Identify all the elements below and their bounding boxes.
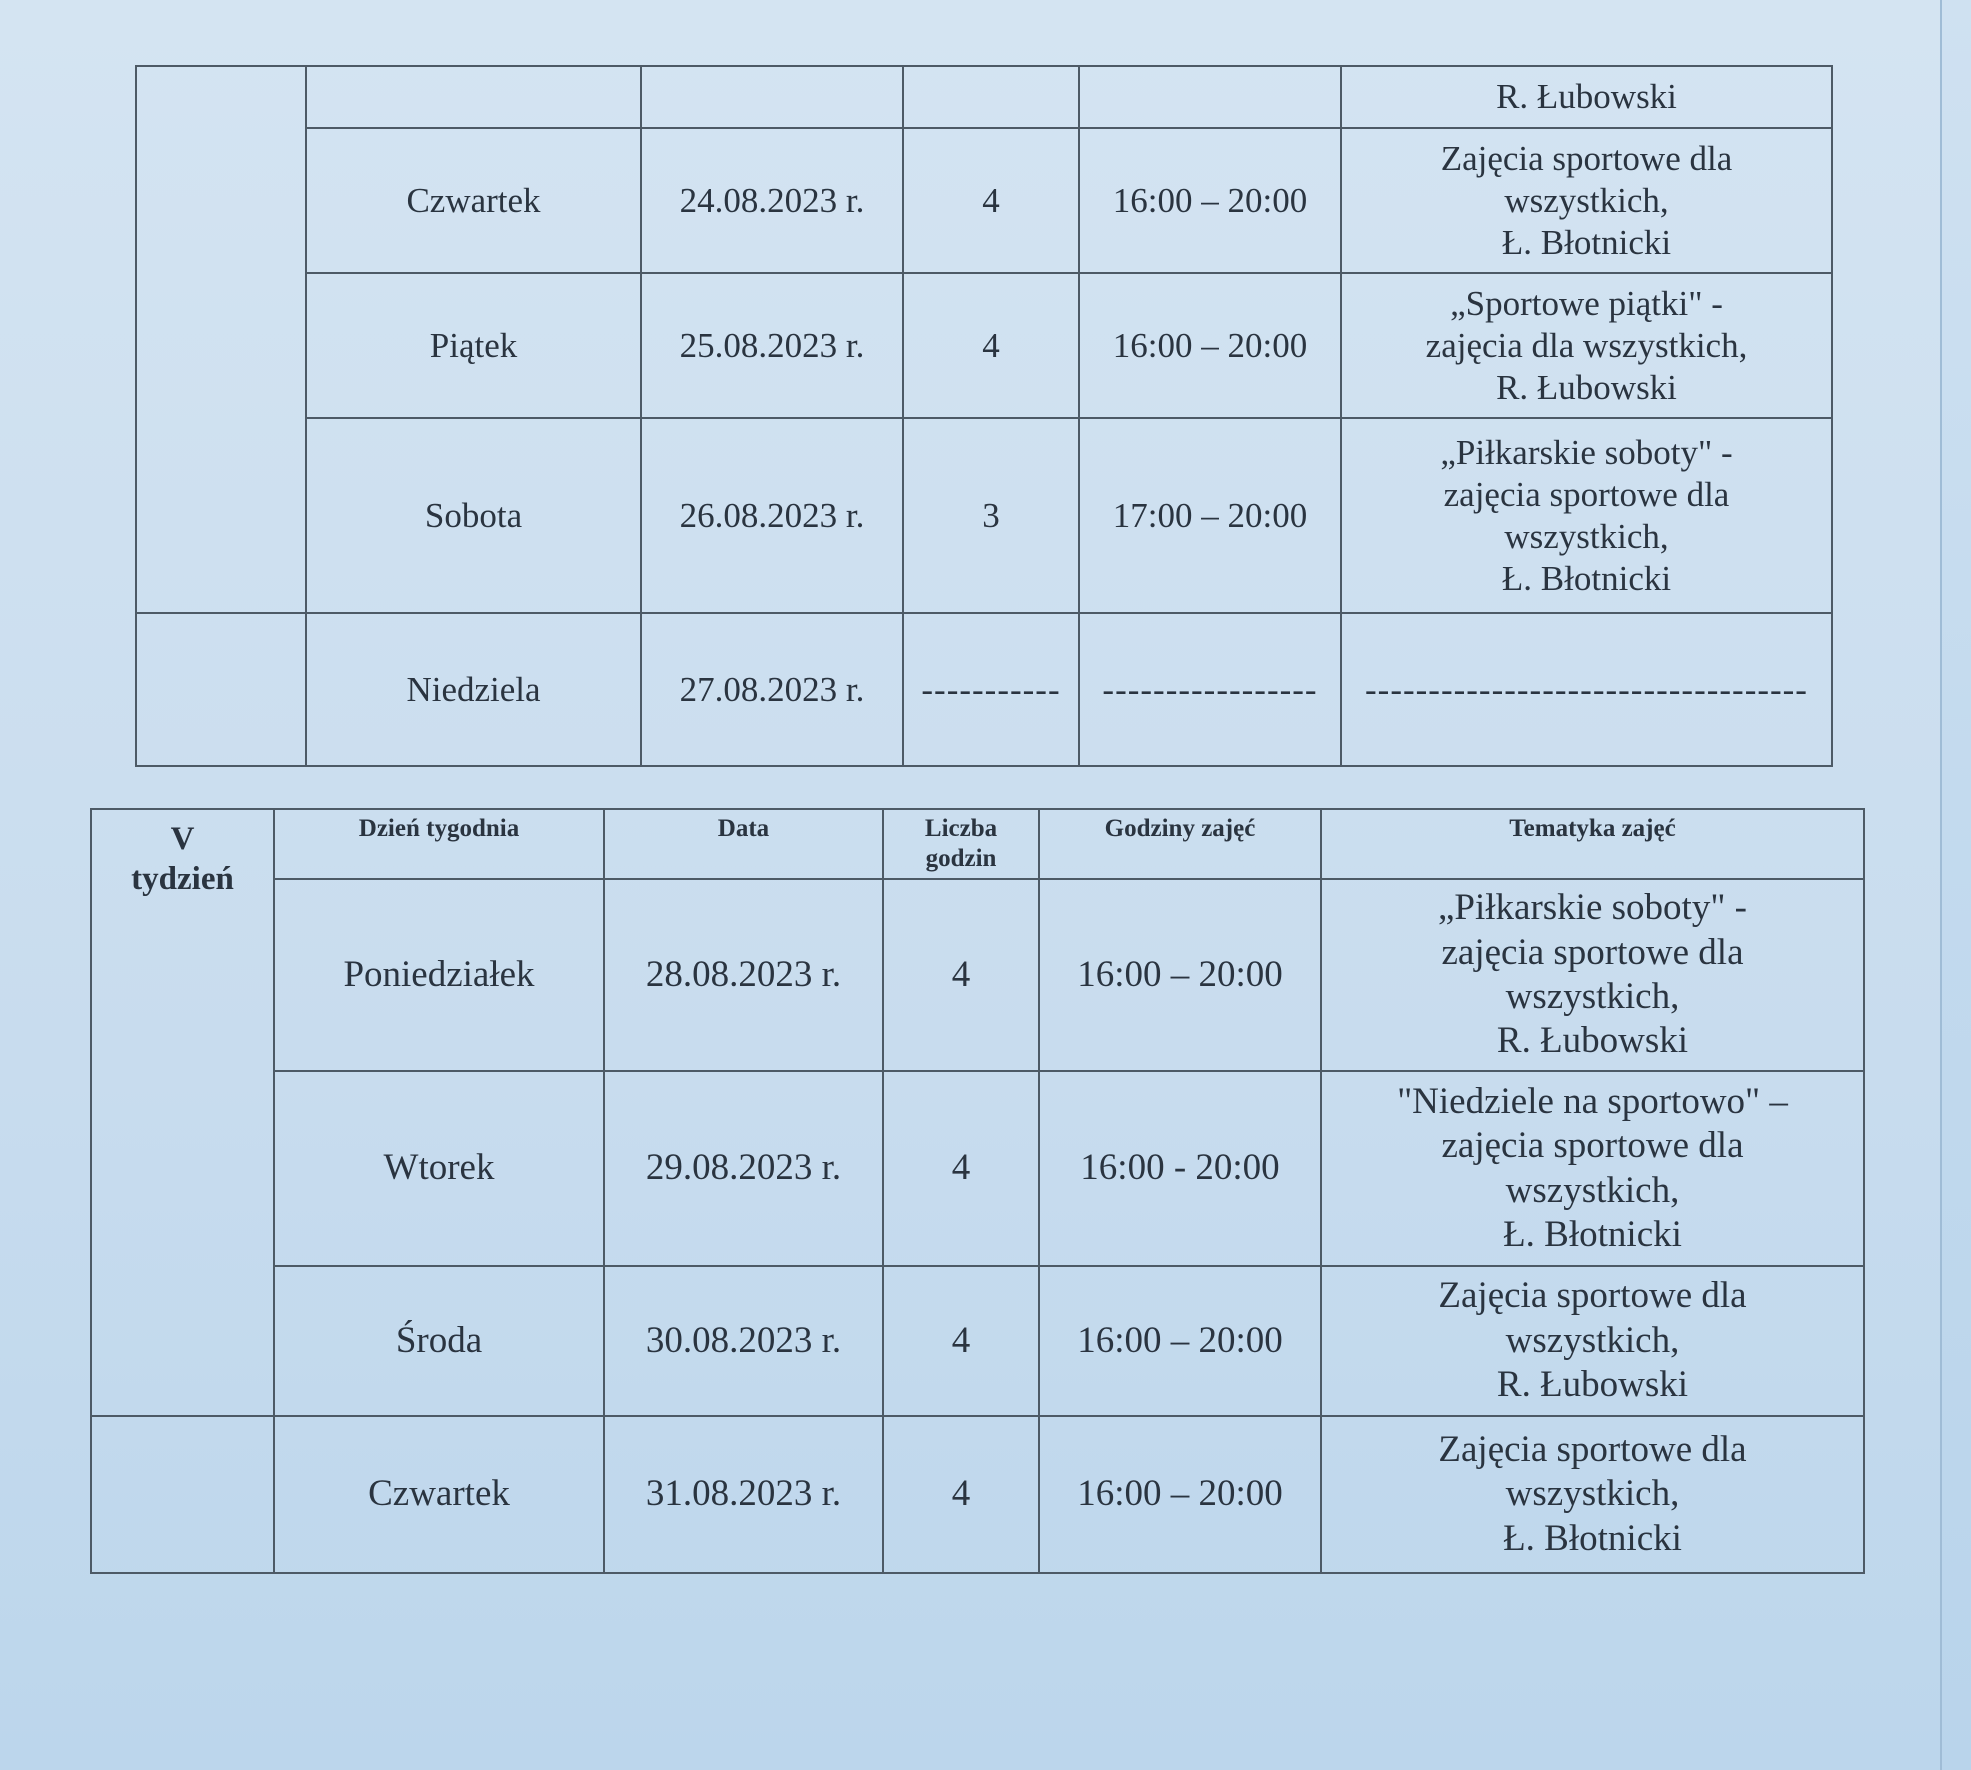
topic-line: Ł. Błotnicki [1501, 558, 1672, 598]
topic-line: wszystkich, [1505, 976, 1680, 1017]
time-cell: 16:00 – 20:00 [1079, 273, 1341, 418]
topic-line: ----------------------------------- [1365, 669, 1808, 709]
table-row [136, 128, 1832, 273]
topic-cell [1321, 1071, 1864, 1266]
hours-cell: ----------- [903, 613, 1079, 766]
topic-line: zajęcia sportowe dla [1443, 474, 1730, 514]
hours-cell: 4 [883, 1266, 1039, 1416]
topic-line: R. Łubowski [1496, 1020, 1689, 1062]
day-cell: Poniedziałek [274, 879, 604, 1071]
date-cell: 28.08.2023 r. [604, 879, 883, 1071]
table-row [136, 418, 1832, 613]
header-date: Data [604, 809, 883, 879]
day-cell: Piątek [306, 273, 641, 418]
day-cell [306, 66, 641, 128]
topic-cell [1321, 1266, 1864, 1416]
topic-line: Zajęcia sportowe dla [1438, 1275, 1747, 1317]
hours-cell: 4 [883, 1071, 1039, 1266]
topic-line: Zajęcia sportowe dla [1440, 138, 1733, 178]
topic-line: Ł. Błotnicki [1503, 1517, 1682, 1559]
table-row [91, 1266, 1864, 1416]
date-cell: 25.08.2023 r. [641, 273, 903, 418]
header-hours-line: godzin [925, 845, 997, 872]
table-row [136, 613, 1832, 766]
time-cell: 16:00 – 20:00 [1039, 1266, 1321, 1416]
topic-line: R. Łubowski [1496, 77, 1677, 116]
topic-cell [1341, 273, 1832, 418]
time-cell: 16:00 – 20:00 [1039, 1416, 1321, 1573]
header-hours [883, 809, 1039, 879]
hours-cell: 3 [903, 418, 1079, 613]
schedule-table-week-4 [135, 65, 1833, 767]
header-day: Dzień tygodnia [274, 809, 604, 879]
week-label-cell [136, 66, 306, 613]
topic-cell [1341, 418, 1832, 613]
hours-cell: 4 [903, 273, 1079, 418]
date-cell: 26.08.2023 r. [641, 418, 903, 613]
topic-line: zajęcia dla wszystkich, [1425, 325, 1748, 365]
topic-cell [1321, 1416, 1864, 1573]
table-header-row [91, 809, 1864, 879]
topic-line: R. Łubowski [1496, 1364, 1689, 1406]
week-label-cell [136, 613, 306, 766]
topic-line: wszystkich, [1505, 1319, 1680, 1361]
week-number: V [170, 821, 195, 857]
topic-line: R. Łubowski [1496, 367, 1677, 407]
date-cell [641, 66, 903, 128]
hours-cell: 4 [883, 1416, 1039, 1573]
topic-line: Ł. Błotnicki [1501, 222, 1672, 262]
topic-cell [1321, 879, 1864, 1071]
week-label-cell [91, 809, 274, 1416]
topic-cell [1341, 128, 1832, 273]
hours-cell [903, 66, 1079, 128]
day-cell: Sobota [306, 418, 641, 613]
time-cell: 16:00 - 20:00 [1039, 1071, 1321, 1266]
header-topic: Tematyka zajęć [1321, 809, 1864, 879]
schedule-table-week-5 [90, 808, 1865, 1574]
date-cell: 29.08.2023 r. [604, 1071, 883, 1266]
topic-cell [1341, 66, 1832, 128]
table-row [91, 1416, 1864, 1573]
topic-line: wszystkich, [1505, 1169, 1680, 1211]
day-cell: Niedziela [306, 613, 641, 766]
time-cell [1079, 66, 1341, 128]
topic-line: „Sportowe piątki" - [1450, 283, 1723, 323]
header-hours-line: Liczba [924, 815, 998, 842]
topic-line: Ł. Błotnicki [1503, 1213, 1682, 1255]
day-cell: Środa [274, 1266, 604, 1416]
table-row [136, 66, 1832, 128]
topic-line: wszystkich, [1504, 180, 1669, 220]
time-cell: 17:00 – 20:00 [1079, 418, 1341, 613]
date-cell: 27.08.2023 r. [641, 613, 903, 766]
topic-cell [1341, 613, 1832, 766]
time-cell: 16:00 – 20:00 [1079, 128, 1341, 273]
week-word: tydzień [131, 860, 234, 897]
topic-line: „Piłkarskie soboty" - [1437, 887, 1747, 929]
topic-line: "Niedziele na sportowo" – [1397, 1080, 1788, 1122]
day-cell: Czwartek [274, 1416, 604, 1573]
time-cell: ----------------- [1079, 613, 1341, 766]
table-row [91, 1071, 1864, 1266]
day-cell: Wtorek [274, 1071, 604, 1266]
week-label-cell [91, 1416, 274, 1573]
topic-line: „Piłkarskie soboty" - [1440, 432, 1733, 472]
time-cell: 16:00 – 20:00 [1039, 879, 1321, 1071]
header-time: Godziny zajęć [1039, 809, 1321, 879]
topic-line: wszystkich, [1505, 1473, 1680, 1515]
topic-line: zajęcia sportowe dla [1441, 1125, 1744, 1167]
topic-line: zajęcia sportowe dla [1441, 931, 1744, 973]
date-cell: 30.08.2023 r. [604, 1266, 883, 1416]
table-row [136, 273, 1832, 418]
topic-line: wszystkich, [1504, 516, 1669, 556]
table-row [91, 879, 1864, 1071]
date-cell: 24.08.2023 r. [641, 128, 903, 273]
hours-cell: 4 [883, 879, 1039, 1071]
hours-cell: 4 [903, 128, 1079, 273]
topic-line: Zajęcia sportowe dla [1438, 1428, 1747, 1470]
day-cell: Czwartek [306, 128, 641, 273]
date-cell: 31.08.2023 r. [604, 1416, 883, 1573]
